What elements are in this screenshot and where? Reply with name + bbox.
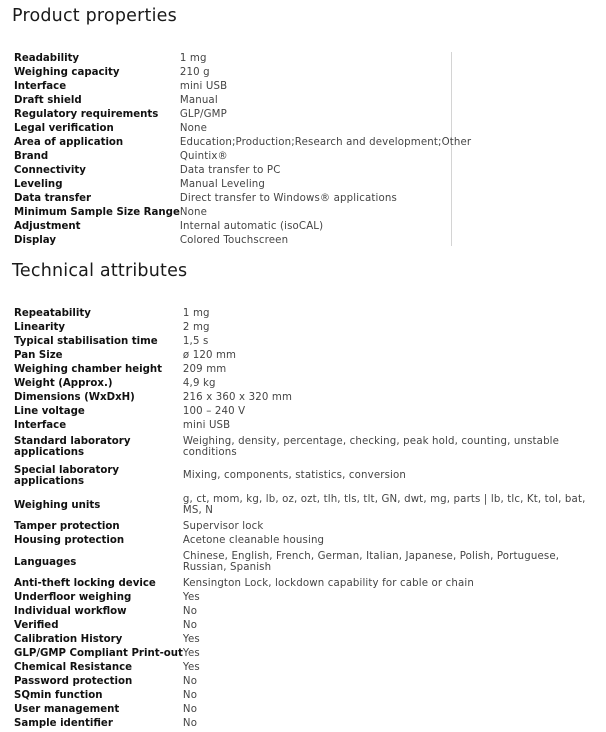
property-label: Password protection xyxy=(14,675,133,687)
property-row xyxy=(14,490,606,519)
property-label: Chemical Resistance xyxy=(14,661,133,673)
property-value: 210 g xyxy=(179,66,210,78)
property-row xyxy=(14,191,471,205)
property-row xyxy=(14,519,606,533)
property-label: Linearity xyxy=(14,321,66,333)
property-row xyxy=(14,362,606,376)
property-row xyxy=(14,702,606,716)
property-row xyxy=(14,646,606,660)
property-value: No xyxy=(182,605,198,617)
property-value: 1 mg xyxy=(182,307,210,319)
property-value: Kensington Lock, lockdown capability for cable or chain xyxy=(182,577,474,589)
property-label: Connectivity xyxy=(14,164,86,176)
property-value: mini USB xyxy=(182,419,231,431)
property-row xyxy=(14,716,606,730)
property-row xyxy=(14,590,606,604)
property-value: Chinese, English, French, German, Italian, Japanese, Polish, Portuguese, Russian, Spanish xyxy=(182,550,560,573)
property-label: Adjustment xyxy=(14,220,81,232)
property-value: Yes xyxy=(182,633,200,645)
property-value: No xyxy=(182,717,198,729)
property-row xyxy=(14,418,606,432)
property-row xyxy=(14,163,471,177)
property-row xyxy=(14,51,471,65)
property-value: Quintix® xyxy=(179,150,228,162)
property-value: None xyxy=(179,122,208,134)
property-row xyxy=(14,320,606,334)
property-value: Direct transfer to Windows® applications xyxy=(179,192,397,204)
property-row xyxy=(14,404,606,418)
property-row xyxy=(14,177,471,191)
property-row xyxy=(14,376,606,390)
property-label: User management xyxy=(14,703,120,715)
property-value: None xyxy=(179,206,208,218)
property-label: Verified xyxy=(14,619,59,631)
technical-attributes-table xyxy=(14,306,606,730)
property-row xyxy=(14,660,606,674)
property-row xyxy=(14,79,471,93)
property-label: Repeatability xyxy=(14,307,91,319)
property-label: Calibration History xyxy=(14,633,123,645)
property-label: Legal verification xyxy=(14,122,114,134)
property-value: Data transfer to PC xyxy=(179,164,281,176)
property-value: Manual Leveling xyxy=(179,178,266,190)
property-label: Special laboratory applications xyxy=(14,465,120,487)
property-label: GLP/GMP Compliant Print-out xyxy=(14,647,183,659)
property-label: Line voltage xyxy=(14,405,85,417)
property-value: Yes xyxy=(182,661,200,673)
property-label: Tamper protection xyxy=(14,520,120,532)
property-row xyxy=(14,93,471,107)
property-label: Anti-theft locking device xyxy=(14,577,156,589)
property-value: Yes xyxy=(182,647,200,659)
property-row xyxy=(14,233,471,247)
property-label: Display xyxy=(14,234,56,246)
property-value: Internal automatic (isoCAL) xyxy=(179,220,324,232)
property-value: Weighing, density, percentage, checking, peak hold, counting, unstable conditions xyxy=(182,435,560,458)
technical-attributes-title: Technical attributes xyxy=(12,261,188,281)
property-label: Readability xyxy=(14,52,80,64)
property-label: Weighing chamber height xyxy=(14,363,163,375)
property-value: Yes xyxy=(182,591,200,603)
property-label: Weighing units xyxy=(14,499,101,511)
property-value: Mixing, components, statistics, conversion xyxy=(182,470,407,481)
property-label: Individual workflow xyxy=(14,605,127,617)
property-label: SQmin function xyxy=(14,689,103,701)
property-label: Minimum Sample Size Range xyxy=(14,206,180,218)
property-label: Housing protection xyxy=(14,534,125,546)
property-row xyxy=(14,604,606,618)
property-row xyxy=(14,461,606,490)
property-value: g, ct, mom, kg, lb, oz, ozt, tlh, tls, tlt, GN, dwt, mg, parts | lb, tlc, Kt, tol, bat, MS, N xyxy=(182,493,586,516)
property-label: Area of application xyxy=(14,136,124,148)
property-label: Draft shield xyxy=(14,94,82,106)
property-value: Supervisor lock xyxy=(182,520,264,532)
property-value: GLP/GMP xyxy=(179,108,227,120)
property-row xyxy=(14,149,471,163)
property-row xyxy=(14,107,471,121)
property-label: Brand xyxy=(14,150,49,162)
property-label: Regulatory requirements xyxy=(14,108,159,120)
property-label: Interface xyxy=(14,419,67,431)
property-value: mini USB xyxy=(179,80,228,92)
property-row xyxy=(14,334,606,348)
property-row xyxy=(14,632,606,646)
property-label: Sample identifier xyxy=(14,717,113,729)
property-label: Standard laboratory applications xyxy=(14,436,131,458)
property-label: Leveling xyxy=(14,178,63,190)
property-row xyxy=(14,205,471,219)
property-value: ø 120 mm xyxy=(182,349,237,361)
property-row xyxy=(14,65,471,79)
property-label: Pan Size xyxy=(14,349,63,361)
property-row xyxy=(14,432,606,461)
product-properties-title: Product properties xyxy=(12,6,177,26)
property-row xyxy=(14,306,606,320)
property-label: Weighing capacity xyxy=(14,66,120,78)
property-row xyxy=(14,348,606,362)
property-label: Languages xyxy=(14,556,77,568)
property-row xyxy=(14,618,606,632)
property-value: 2 mg xyxy=(182,321,210,333)
property-label: Underfloor weighing xyxy=(14,591,132,603)
property-value: No xyxy=(182,703,198,715)
property-value: Colored Touchscreen xyxy=(179,234,289,246)
property-row xyxy=(14,688,606,702)
property-value: No xyxy=(182,675,198,687)
property-value: 4,9 kg xyxy=(182,377,216,389)
property-row xyxy=(14,390,606,404)
property-label: Typical stabilisation time xyxy=(14,335,158,347)
property-value: No xyxy=(182,689,198,701)
property-row xyxy=(14,219,471,233)
property-value: 216 x 360 x 320 mm xyxy=(182,391,293,403)
property-value: 209 mm xyxy=(182,363,227,375)
property-value: Manual xyxy=(179,94,218,106)
property-label: Weight (Approx.) xyxy=(14,377,113,389)
property-value: No xyxy=(182,619,198,631)
property-value: Education;Production;Research and development;Other xyxy=(179,136,472,148)
property-value: Acetone cleanable housing xyxy=(182,534,325,546)
product-properties-table xyxy=(14,51,471,247)
property-label: Interface xyxy=(14,80,67,92)
property-row xyxy=(14,135,471,149)
property-row xyxy=(14,576,606,590)
property-value: 1 mg xyxy=(179,52,207,64)
property-value: 1,5 s xyxy=(182,335,209,347)
property-row xyxy=(14,121,471,135)
property-row xyxy=(14,533,606,547)
property-label: Dimensions (WxDxH) xyxy=(14,391,135,403)
property-row xyxy=(14,547,606,576)
property-label: Data transfer xyxy=(14,192,92,204)
property-value: 100 – 240 V xyxy=(182,405,246,417)
property-row xyxy=(14,674,606,688)
